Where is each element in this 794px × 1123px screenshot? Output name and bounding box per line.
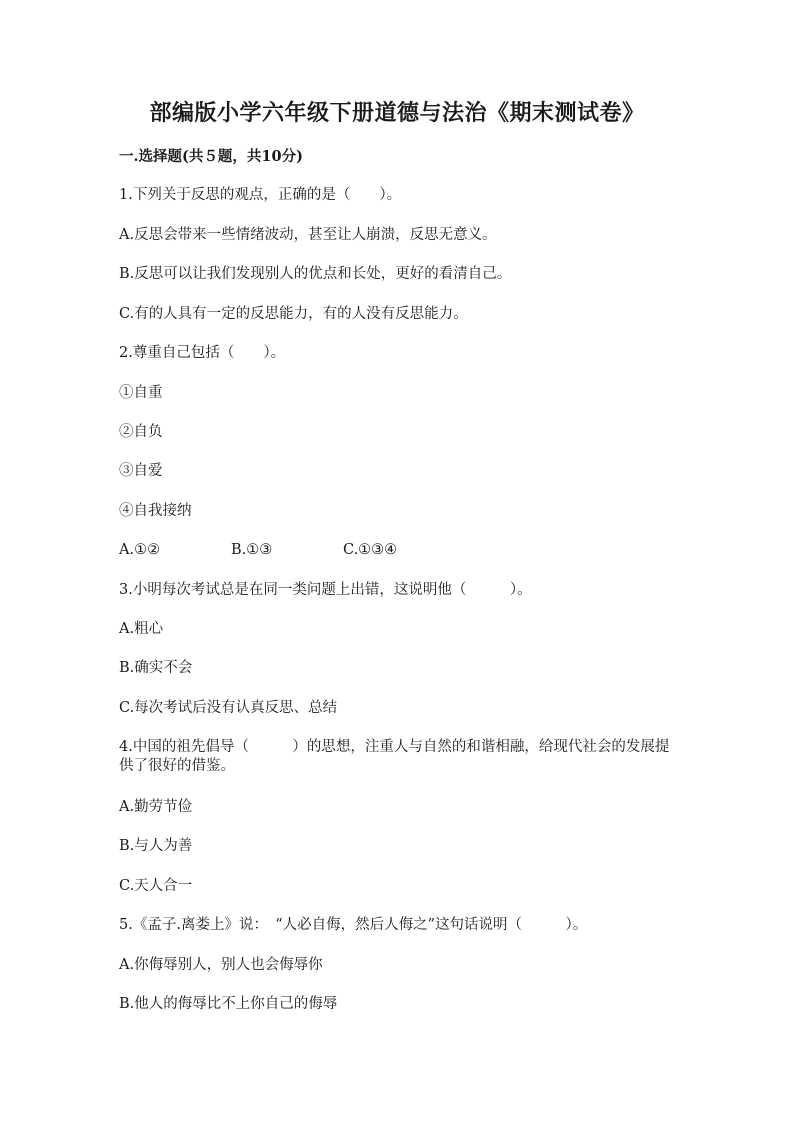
question-2-option-a: A.①②: [119, 542, 161, 558]
question-3-option-c: C.每次考试后没有认真反思、总结: [119, 700, 338, 716]
question-1-option-b: B.反思可以让我们发现别人的优点和长处，更好的看清自己。: [119, 266, 512, 282]
question-1-option-a: A.反思会带来一些情绪波动，甚至让人崩溃，反思无意义。: [119, 227, 497, 243]
question-5-option-b: B.他人的侮辱比不上你自己的侮辱: [119, 996, 338, 1012]
question-3-stem: 3.小明每次考试总是在同一类问题上出错，这说明他（ ）。: [119, 582, 532, 598]
question-2-item-1: ①自重: [119, 385, 163, 401]
question-4-option-a: A.勤劳节俭: [119, 799, 193, 815]
question-2-stem: 2.尊重自己包括（ ）。: [119, 345, 286, 361]
question-5-option-a: A.你侮辱别人，别人也会侮辱你: [119, 957, 323, 973]
question-2-item-4: ④自我接纳: [119, 503, 192, 519]
question-5-stem: 5.《孟子.离娄上》说： “人必自侮，然后人侮之”这句话说明（ ）。: [119, 917, 588, 933]
question-2-item-3: ③自爱: [119, 463, 163, 479]
question-3-option-a: A.粗心: [119, 621, 164, 637]
question-1-option-c: C.有的人具有一定的反思能力，有的人没有反思能力。: [119, 306, 468, 322]
question-4-option-c: C.天人合一: [119, 878, 193, 894]
question-2-options-row: [119, 541, 397, 560]
question-3-option-b: B.确实不会: [119, 660, 193, 676]
question-4-stem: 4.中国的祖先倡导（ ）的思想，注重人与自然的和谐相融，给现代社会的发展提供了很好的借鉴。: [119, 739, 670, 774]
page-title: 部编版小学六年级下册道德与法治《期末测试卷》: [149, 100, 645, 126]
question-2-option-b: B.①③: [231, 542, 273, 558]
question-1-stem: 1.下列关于反思的观点，正确的是（ ）。: [119, 187, 402, 203]
question-2-item-2: ②自负: [119, 424, 163, 440]
question-4-option-b: B.与人为善: [119, 838, 193, 854]
question-2-option-c: C.①③④: [343, 542, 398, 558]
section-heading: 一.选择题(共５题，共10分): [119, 148, 303, 165]
